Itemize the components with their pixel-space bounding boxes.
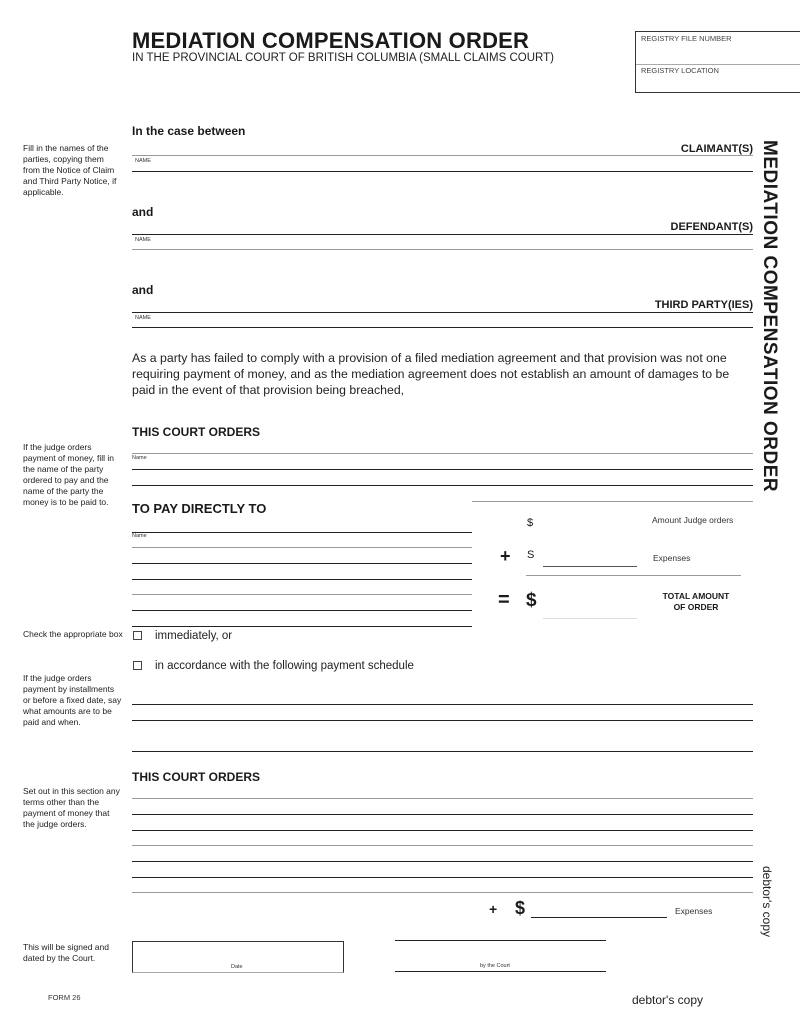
total-dollar-sign: $ <box>526 590 537 611</box>
total-underline <box>543 618 637 619</box>
court-orders-heading-1: THIS COURT ORDERS <box>132 425 261 439</box>
sum-divider-line <box>526 575 741 576</box>
parties-side-note: Fill in the names of the parties, copying them from the Notice of Claim and Third Party Notice, if applicable. <box>23 143 117 197</box>
court-subtitle: IN THE PROVINCIAL COURT OF BRITISH COLUMBIA (SMALL CLAIMS COURT) <box>132 52 554 64</box>
payee-name-caption: Name <box>132 533 147 539</box>
terms-line-5 <box>132 861 753 862</box>
payer-line-2 <box>132 469 753 470</box>
defendant-name-caption: NAME <box>135 237 151 243</box>
vertical-form-title: MEDIATION COMPENSATION ORDER <box>759 140 780 493</box>
schedule-side-note: If the judge orders payment by installments or before a fixed date, say what amounts are to be paid and when. <box>23 673 122 727</box>
terms-line-2 <box>132 814 753 815</box>
payee-line-7 <box>132 626 472 627</box>
third-party-name-caption: NAME <box>135 315 151 321</box>
payee-name-input[interactable] <box>160 533 464 548</box>
expenses-underline <box>543 566 637 567</box>
total-amount-input[interactable] <box>543 600 640 618</box>
amount-judge-orders-label: Amount Judge orders <box>652 515 734 525</box>
total-label-line-1: TOTAL AMOUNT <box>662 591 730 601</box>
payee-line-2 <box>132 547 472 548</box>
third-party-label: THIRD PARTY(IES) <box>654 299 753 311</box>
other-expenses-underline <box>531 917 667 918</box>
other-expenses-input[interactable] <box>532 902 670 918</box>
payee-line-6 <box>132 610 472 611</box>
schedule-line-2 <box>132 720 753 721</box>
terms-line-4 <box>132 845 753 846</box>
payee-line-3 <box>132 563 472 564</box>
total-label-line-2: OF ORDER <box>673 602 719 612</box>
debtors-copy-label: debtor's copy <box>632 993 703 1007</box>
amount-top-line <box>472 501 753 502</box>
claimant-label: CLAIMANT(S) <box>680 143 753 155</box>
amount-dollar-sign: $ <box>527 517 534 529</box>
registry-box <box>635 31 800 93</box>
expenses-input[interactable] <box>543 550 640 566</box>
third-party-bottom-line <box>132 327 753 328</box>
defendant-bottom-line <box>132 249 753 250</box>
pay-directly-to-heading: TO PAY DIRECTLY TO <box>132 501 267 516</box>
form-number: FORM 26 <box>48 993 81 1002</box>
plus-sign: + <box>500 546 511 566</box>
expenses-dollar-sign: S <box>527 549 535 561</box>
payment-schedule-label: in accordance with the following payment schedule <box>155 660 414 672</box>
preamble-paragraph: As a party has failed to comply with a provision of a filed mediation agreement and that provision was not one requiring payment of money, and as the mediation agreement does not establish an amount of damages to be paid in the event of that provision being breached, <box>132 351 730 397</box>
claimant-name-caption: NAME <box>135 158 151 164</box>
signature-line[interactable] <box>395 971 606 972</box>
payer-top-line <box>132 453 753 454</box>
payer-line-3 <box>132 485 753 486</box>
registry-location-label: REGISTRY LOCATION <box>641 66 719 75</box>
expenses-label: Expenses <box>653 553 691 563</box>
check-box-side-note: Check the appropriate box <box>23 629 123 639</box>
amount-judge-orders-input[interactable] <box>543 515 640 531</box>
terms-line-7 <box>132 892 753 893</box>
signature-top-line <box>395 940 606 941</box>
claimant-top-line <box>132 155 753 156</box>
payer-name-caption: Name <box>132 455 147 461</box>
other-plus-sign: + <box>489 901 498 917</box>
form-title: MEDIATION COMPENSATION ORDER <box>132 28 530 53</box>
payment-side-note: If the judge orders payment of money, fill in the name of the party ordered to pay and the name of the party the money is to be paid to. <box>23 442 115 507</box>
date-caption: Date <box>231 964 243 970</box>
registry-location-input[interactable] <box>640 76 794 92</box>
payee-line-4 <box>132 579 472 580</box>
registry-file-number-label: REGISTRY FILE NUMBER <box>641 34 732 43</box>
equals-sign: = <box>498 589 510 611</box>
case-between-heading: In the case between <box>132 124 246 138</box>
payee-line-5 <box>132 594 472 595</box>
schedule-line-1 <box>132 704 753 705</box>
date-box[interactable] <box>132 941 344 973</box>
debtors-copy-vertical: debtor's copy <box>760 866 774 937</box>
claimant-bottom-line <box>132 171 753 172</box>
terms-line-6 <box>132 877 753 878</box>
registry-file-number-input[interactable] <box>640 44 794 62</box>
immediately-checkbox[interactable] <box>133 631 142 640</box>
payment-schedule-checkbox[interactable] <box>133 661 142 670</box>
defendant-top-line <box>132 234 753 235</box>
signature-caption: by the Court <box>480 963 510 969</box>
registry-divider <box>636 64 800 65</box>
defendant-label: DEFENDANT(S) <box>670 221 753 233</box>
third-party-top-line <box>132 312 753 313</box>
terms-line-1 <box>132 798 753 799</box>
court-orders-heading-2: THIS COURT ORDERS <box>132 770 261 784</box>
other-terms-side-note: Set out in this section any terms other than the payment of money that the judge orders. <box>23 786 120 829</box>
other-dollar-sign: $ <box>515 898 526 918</box>
terms-line-3 <box>132 830 753 831</box>
signature-side-note: This will be signed and dated by the Court. <box>23 942 109 963</box>
schedule-line-3 <box>132 751 753 752</box>
other-expenses-label: Expenses <box>675 906 713 916</box>
total-amount-label <box>651 591 741 613</box>
and-label-2: and <box>132 283 154 297</box>
immediately-label: immediately, or <box>155 630 233 642</box>
and-label-1: and <box>132 205 154 219</box>
